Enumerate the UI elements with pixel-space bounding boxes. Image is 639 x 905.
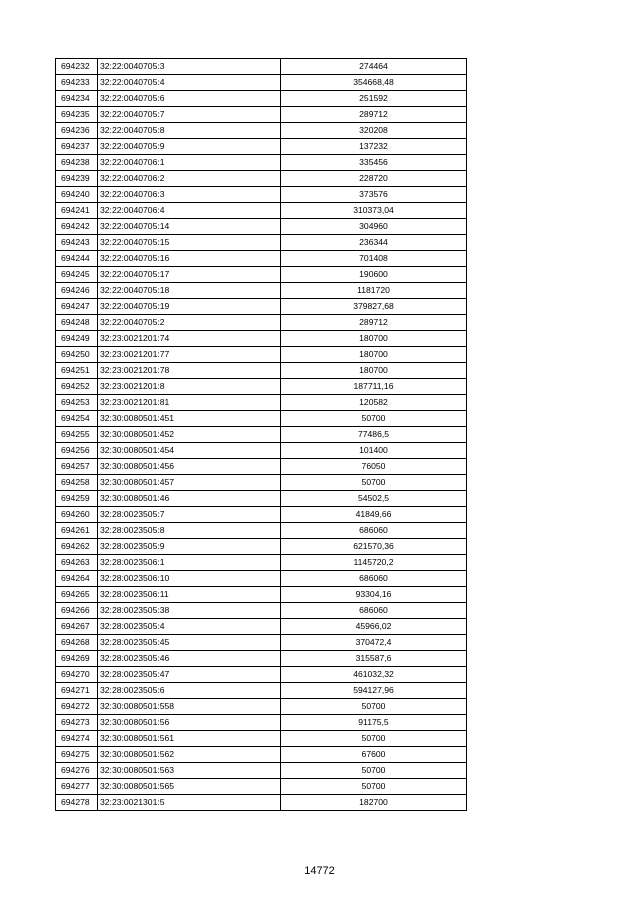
row-number-cell: 694276 (56, 763, 98, 779)
cadastral-number-cell: 32:28:0023505:46 (98, 651, 281, 667)
cadastral-number-cell: 32:22:0040705:7 (98, 107, 281, 123)
cadastral-number-cell: 32:30:0080501:562 (98, 747, 281, 763)
table-row (56, 779, 467, 795)
row-number-cell: 694242 (56, 219, 98, 235)
cadastral-number-cell: 32:30:0080501:454 (98, 443, 281, 459)
row-number-cell: 694250 (56, 347, 98, 363)
cadastral-value-table (55, 58, 467, 811)
table-row (56, 363, 467, 379)
row-number-cell: 694247 (56, 299, 98, 315)
row-number-cell: 694232 (56, 59, 98, 75)
cadastral-number-cell: 32:22:0040705:8 (98, 123, 281, 139)
cadastral-number-cell: 32:30:0080501:452 (98, 427, 281, 443)
cadastral-number-cell: 32:22:0040705:19 (98, 299, 281, 315)
value-cell: 54502,5 (281, 491, 467, 507)
table-row (56, 347, 467, 363)
cadastral-number-cell: 32:28:0023505:7 (98, 507, 281, 523)
row-number-cell: 694268 (56, 635, 98, 651)
table-row (56, 715, 467, 731)
value-cell: 1181720 (281, 283, 467, 299)
table-row (56, 155, 467, 171)
value-cell: 686060 (281, 603, 467, 619)
row-number-cell: 694271 (56, 683, 98, 699)
row-number-cell: 694252 (56, 379, 98, 395)
cadastral-number-cell: 32:22:0040705:2 (98, 315, 281, 331)
table-row (56, 491, 467, 507)
row-number-cell: 694244 (56, 251, 98, 267)
table-row (56, 651, 467, 667)
cadastral-number-cell: 32:23:0021201:81 (98, 395, 281, 411)
row-number-cell: 694272 (56, 699, 98, 715)
row-number-cell: 694251 (56, 363, 98, 379)
row-number-cell: 694233 (56, 75, 98, 91)
cadastral-number-cell: 32:22:0040705:17 (98, 267, 281, 283)
cadastral-number-cell: 32:23:0021301:5 (98, 795, 281, 811)
table-row (56, 683, 467, 699)
value-cell: 180700 (281, 363, 467, 379)
table-row (56, 795, 467, 811)
row-number-cell: 694239 (56, 171, 98, 187)
cadastral-number-cell: 32:30:0080501:451 (98, 411, 281, 427)
table-row (56, 603, 467, 619)
table-row (56, 315, 467, 331)
value-cell: 187711,16 (281, 379, 467, 395)
cadastral-number-cell: 32:22:0040705:18 (98, 283, 281, 299)
page-number: 14772 (304, 865, 335, 877)
row-number-cell: 694275 (56, 747, 98, 763)
cadastral-number-cell: 32:28:0023505:6 (98, 683, 281, 699)
value-cell: 228720 (281, 171, 467, 187)
row-number-cell: 694266 (56, 603, 98, 619)
value-cell: 370472,4 (281, 635, 467, 651)
cadastral-number-cell: 32:30:0080501:457 (98, 475, 281, 491)
table-row (56, 619, 467, 635)
value-cell: 320208 (281, 123, 467, 139)
cadastral-number-cell: 32:30:0080501:558 (98, 699, 281, 715)
cadastral-number-cell: 32:28:0023505:8 (98, 523, 281, 539)
row-number-cell: 694236 (56, 123, 98, 139)
table-row (56, 555, 467, 571)
row-number-cell: 694263 (56, 555, 98, 571)
value-cell: 686060 (281, 523, 467, 539)
cadastral-number-cell: 32:22:0040705:6 (98, 91, 281, 107)
row-number-cell: 694267 (56, 619, 98, 635)
table-row (56, 635, 467, 651)
table-body (56, 59, 467, 811)
table-row (56, 667, 467, 683)
row-number-cell: 694246 (56, 283, 98, 299)
table-row (56, 139, 467, 155)
cadastral-number-cell: 32:28:0023506:10 (98, 571, 281, 587)
cadastral-number-cell: 32:30:0080501:565 (98, 779, 281, 795)
table-row (56, 523, 467, 539)
value-cell: 310373,04 (281, 203, 467, 219)
row-number-cell: 694248 (56, 315, 98, 331)
value-cell: 354668,48 (281, 75, 467, 91)
value-cell: 1145720,2 (281, 555, 467, 571)
row-number-cell: 694257 (56, 459, 98, 475)
table-row (56, 171, 467, 187)
row-number-cell: 694269 (56, 651, 98, 667)
value-cell: 373576 (281, 187, 467, 203)
value-cell: 93304,16 (281, 587, 467, 603)
cadastral-number-cell: 32:22:0040706:1 (98, 155, 281, 171)
table-row (56, 187, 467, 203)
cadastral-number-cell: 32:23:0021201:78 (98, 363, 281, 379)
table-row (56, 203, 467, 219)
value-cell: 50700 (281, 475, 467, 491)
value-cell: 120582 (281, 395, 467, 411)
row-number-cell: 694240 (56, 187, 98, 203)
cadastral-number-cell: 32:28:0023505:38 (98, 603, 281, 619)
table-row (56, 395, 467, 411)
value-cell: 251592 (281, 91, 467, 107)
value-cell: 304960 (281, 219, 467, 235)
table-row (56, 75, 467, 91)
table-row (56, 251, 467, 267)
row-number-cell: 694259 (56, 491, 98, 507)
table-row (56, 427, 467, 443)
cadastral-number-cell: 32:22:0040705:14 (98, 219, 281, 235)
table-row (56, 411, 467, 427)
value-cell: 686060 (281, 571, 467, 587)
table-row (56, 283, 467, 299)
table-row (56, 123, 467, 139)
row-number-cell: 694264 (56, 571, 98, 587)
table-row (56, 299, 467, 315)
table-row (56, 699, 467, 715)
table-row (56, 267, 467, 283)
value-cell: 50700 (281, 763, 467, 779)
table-row (56, 379, 467, 395)
row-number-cell: 694261 (56, 523, 98, 539)
row-number-cell: 694265 (56, 587, 98, 603)
value-cell: 236344 (281, 235, 467, 251)
row-number-cell: 694254 (56, 411, 98, 427)
cadastral-number-cell: 32:22:0040706:4 (98, 203, 281, 219)
value-cell: 50700 (281, 411, 467, 427)
value-cell: 315587,6 (281, 651, 467, 667)
row-number-cell: 694237 (56, 139, 98, 155)
value-cell: 274464 (281, 59, 467, 75)
value-cell: 50700 (281, 731, 467, 747)
row-number-cell: 694241 (56, 203, 98, 219)
cadastral-number-cell: 32:22:0040705:3 (98, 59, 281, 75)
table-row (56, 91, 467, 107)
table-row (56, 571, 467, 587)
value-cell: 289712 (281, 107, 467, 123)
table-row (56, 587, 467, 603)
value-cell: 182700 (281, 795, 467, 811)
value-cell: 41849,66 (281, 507, 467, 523)
value-cell: 45966,02 (281, 619, 467, 635)
table-row (56, 459, 467, 475)
row-number-cell: 694245 (56, 267, 98, 283)
value-cell: 335456 (281, 155, 467, 171)
cadastral-number-cell: 32:22:0040705:4 (98, 75, 281, 91)
row-number-cell: 694235 (56, 107, 98, 123)
cadastral-number-cell: 32:23:0021201:74 (98, 331, 281, 347)
cadastral-number-cell: 32:22:0040705:16 (98, 251, 281, 267)
row-number-cell: 694255 (56, 427, 98, 443)
row-number-cell: 694277 (56, 779, 98, 795)
cadastral-number-cell: 32:23:0021201:77 (98, 347, 281, 363)
value-cell: 701408 (281, 251, 467, 267)
cadastral-number-cell: 32:28:0023505:9 (98, 539, 281, 555)
value-cell: 594127,96 (281, 683, 467, 699)
cadastral-number-cell: 32:30:0080501:46 (98, 491, 281, 507)
cadastral-number-cell: 32:28:0023505:45 (98, 635, 281, 651)
table-row (56, 235, 467, 251)
row-number-cell: 694258 (56, 475, 98, 491)
table-row (56, 331, 467, 347)
value-cell: 77486,5 (281, 427, 467, 443)
value-cell: 461032,32 (281, 667, 467, 683)
row-number-cell: 694253 (56, 395, 98, 411)
value-cell: 190600 (281, 267, 467, 283)
value-cell: 76050 (281, 459, 467, 475)
table-row (56, 507, 467, 523)
cadastral-number-cell: 32:30:0080501:563 (98, 763, 281, 779)
value-cell: 67600 (281, 747, 467, 763)
row-number-cell: 694274 (56, 731, 98, 747)
table-row (56, 731, 467, 747)
value-cell: 101400 (281, 443, 467, 459)
table-row (56, 219, 467, 235)
value-cell: 621570,36 (281, 539, 467, 555)
row-number-cell: 694260 (56, 507, 98, 523)
value-cell: 137232 (281, 139, 467, 155)
table-row (56, 107, 467, 123)
cadastral-number-cell: 32:28:0023506:11 (98, 587, 281, 603)
row-number-cell: 694243 (56, 235, 98, 251)
cadastral-number-cell: 32:30:0080501:561 (98, 731, 281, 747)
table-row (56, 59, 467, 75)
cadastral-number-cell: 32:22:0040705:15 (98, 235, 281, 251)
cadastral-number-cell: 32:28:0023505:4 (98, 619, 281, 635)
value-cell: 180700 (281, 331, 467, 347)
row-number-cell: 694262 (56, 539, 98, 555)
row-number-cell: 694234 (56, 91, 98, 107)
cadastral-number-cell: 32:23:0021201:8 (98, 379, 281, 395)
row-number-cell: 694273 (56, 715, 98, 731)
row-number-cell: 694270 (56, 667, 98, 683)
cadastral-number-cell: 32:30:0080501:456 (98, 459, 281, 475)
table-row (56, 747, 467, 763)
table-row (56, 443, 467, 459)
value-cell: 50700 (281, 779, 467, 795)
cadastral-number-cell: 32:22:0040706:2 (98, 171, 281, 187)
value-cell: 379827,68 (281, 299, 467, 315)
table-row (56, 763, 467, 779)
cadastral-number-cell: 32:30:0080501:56 (98, 715, 281, 731)
cadastral-number-cell: 32:22:0040706:3 (98, 187, 281, 203)
row-number-cell: 694278 (56, 795, 98, 811)
value-cell: 180700 (281, 347, 467, 363)
table-row (56, 475, 467, 491)
cadastral-number-cell: 32:28:0023506:1 (98, 555, 281, 571)
row-number-cell: 694249 (56, 331, 98, 347)
cadastral-number-cell: 32:28:0023505:47 (98, 667, 281, 683)
row-number-cell: 694238 (56, 155, 98, 171)
value-cell: 289712 (281, 315, 467, 331)
value-cell: 91175,5 (281, 715, 467, 731)
row-number-cell: 694256 (56, 443, 98, 459)
table-row (56, 539, 467, 555)
value-cell: 50700 (281, 699, 467, 715)
cadastral-number-cell: 32:22:0040705:9 (98, 139, 281, 155)
